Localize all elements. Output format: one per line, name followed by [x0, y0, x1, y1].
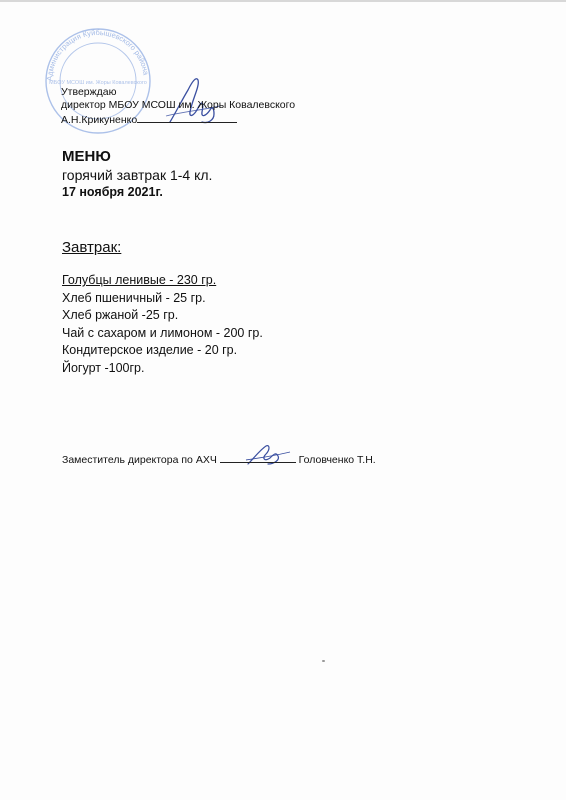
menu-header	[62, 148, 212, 200]
menu-list	[62, 272, 263, 377]
deputy-position: Заместитель директора по АХЧ	[62, 454, 217, 466]
menu-date: 17 ноября 2021г.	[62, 185, 163, 199]
stamp-ring-text: Администрация Куйбышевского района	[44, 27, 151, 82]
scan-top-edge	[0, 0, 566, 2]
breakfast-section	[62, 238, 263, 377]
page-title: МЕНЮ	[62, 148, 111, 165]
list-item: Йогурт -100гр.	[62, 360, 145, 375]
deputy-signature-line	[220, 452, 296, 463]
deputy-name: Головченко Т.Н.	[298, 454, 376, 466]
approval-block	[61, 86, 295, 127]
stamp-inner-text: МБОУ МСОШ им. Жоры Ковалевского	[49, 80, 147, 86]
list-item: Хлеб ржаной -25 гр.	[62, 308, 179, 322]
list-item: Чай с сахаром и лимоном - 200 гр.	[62, 325, 263, 340]
list-item: Голубцы ленивые - 230 гр.	[62, 273, 217, 287]
approval-label: Утверждаю	[61, 86, 117, 98]
scan-speck	[322, 660, 325, 662]
list-item: Хлеб пшеничный - 25 гр.	[62, 290, 206, 305]
approval-position: директор МБОУ МСОШ им. Жоры Ковалевского	[61, 99, 296, 111]
meal-subtitle: горячий завтрак 1-4 кл.	[62, 167, 213, 183]
deputy-signature-block	[62, 452, 376, 467]
section-heading: Завтрак:	[62, 239, 122, 256]
approval-name: А.Н.Крикуненко	[61, 114, 138, 126]
approval-name-line	[61, 112, 295, 127]
list-item: Кондитерское изделие - 20 гр.	[62, 343, 238, 357]
approval-signature-line	[137, 112, 237, 123]
